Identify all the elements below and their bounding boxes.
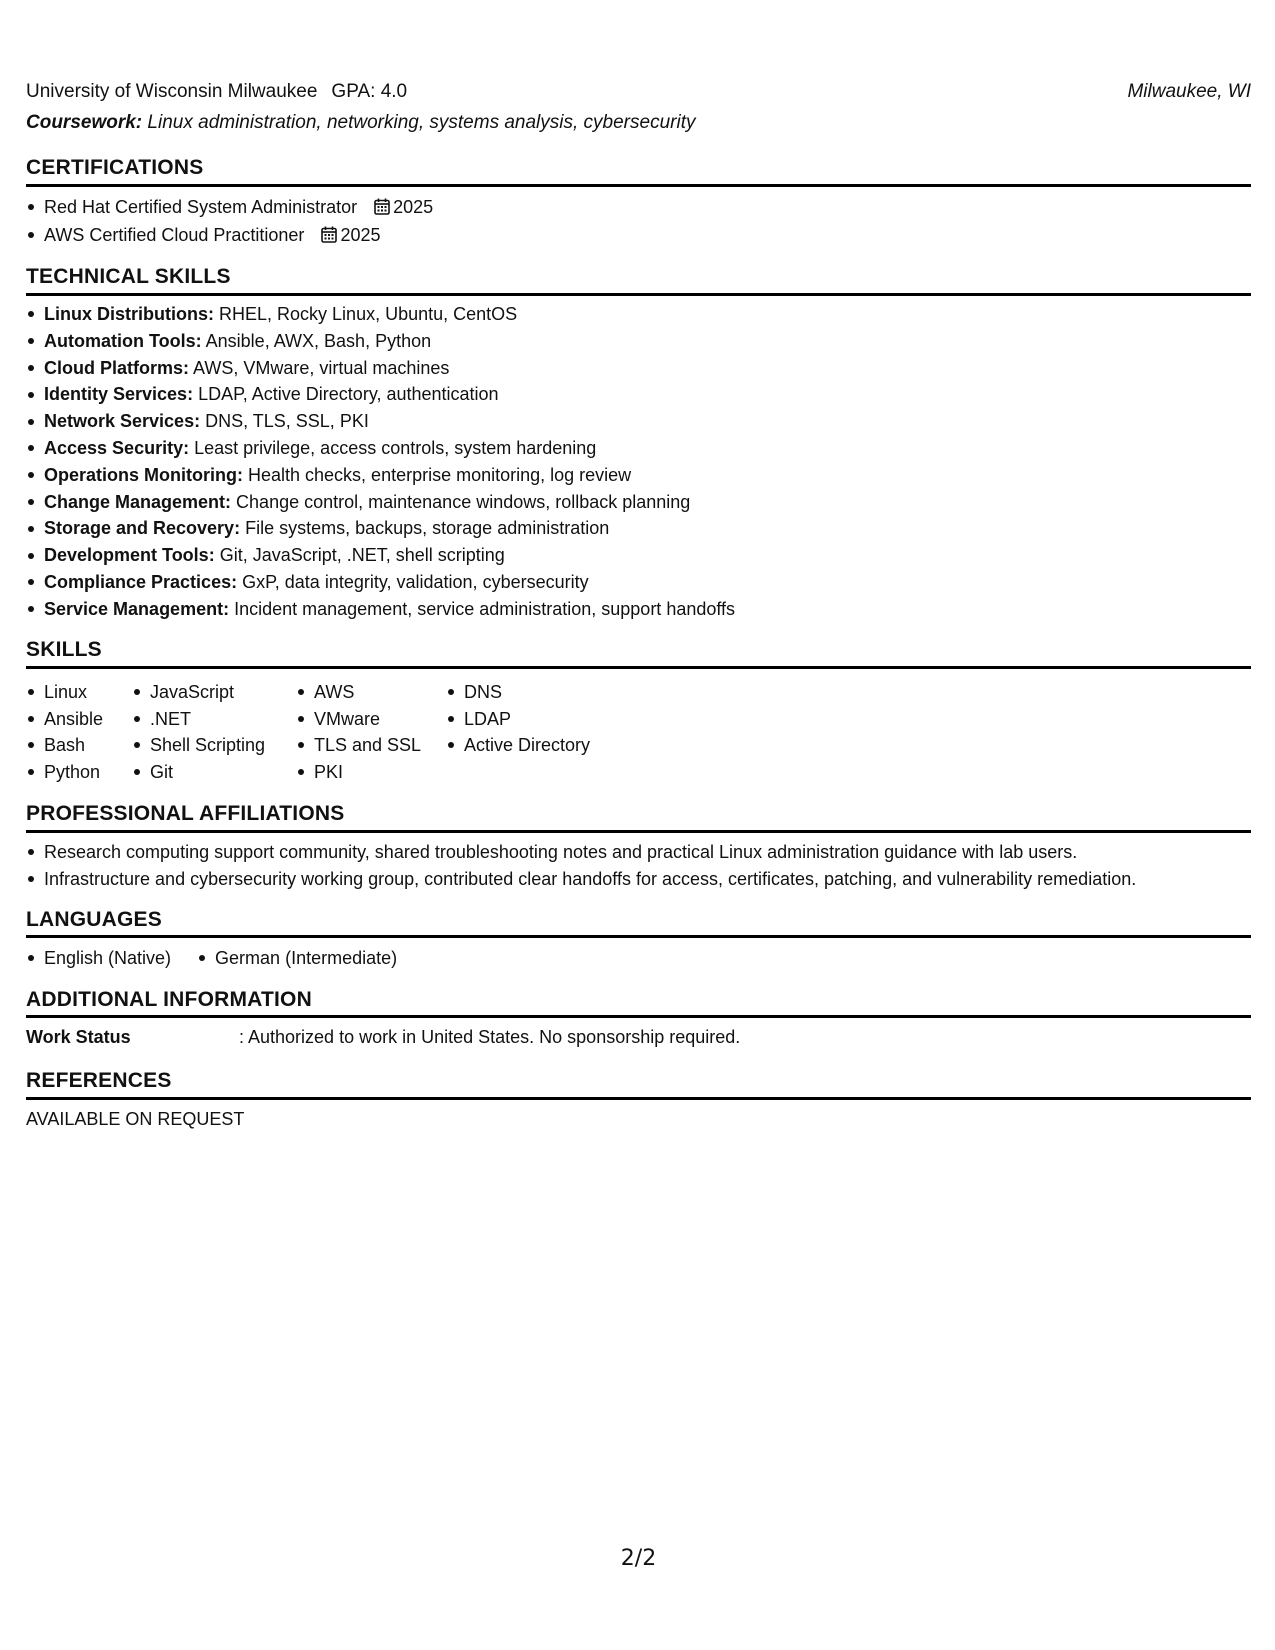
- references-heading: REFERENCES: [26, 1069, 172, 1092]
- tech-skill-label: Compliance Practices:: [44, 571, 238, 592]
- coursework-label: Coursework:: [26, 112, 143, 133]
- affiliations-divider: [26, 830, 1251, 833]
- tech-skill-label: Service Management:: [44, 598, 230, 619]
- tech-skill-item: [26, 515, 735, 542]
- work-status-value: : Authorized to work in United States. No sponsorship required.: [239, 1027, 741, 1047]
- tech-skill-label: Cloud Platforms:: [44, 357, 190, 378]
- language-item: English (Native): [26, 945, 171, 971]
- education-row: [26, 79, 1251, 105]
- tech-skill-label: Access Security:: [44, 437, 190, 458]
- certifications-list: [26, 193, 433, 249]
- skills-heading: SKILLS: [26, 638, 102, 661]
- skill-item: AWS: [296, 679, 421, 706]
- tech-skill-value: Incident management, service administration, support handoffs: [234, 598, 736, 619]
- coursework-line: [26, 110, 695, 136]
- languages-list: [26, 945, 423, 971]
- certifications-divider: [26, 184, 1251, 187]
- affiliation-item: Infrastructure and cybersecurity working group, contributed clear handoffs for access, certificates, patching, and vulnerability remediation.: [26, 866, 1136, 893]
- references-text: AVAILABLE ON REQUEST: [26, 1109, 245, 1129]
- certification-item: [26, 221, 433, 249]
- calendar-icon: [321, 226, 337, 243]
- skill-item: DNS: [446, 679, 590, 706]
- tech-skill-item: [26, 569, 735, 596]
- skill-item: Bash: [26, 732, 103, 759]
- tech-skill-item: [26, 489, 735, 516]
- skill-item: Linux: [26, 679, 103, 706]
- tech-skill-label: Storage and Recovery:: [44, 518, 241, 539]
- tech-skill-item: [26, 381, 735, 408]
- tech-skill-value: File systems, backups, storage administration: [245, 518, 610, 539]
- skill-item: Ansible: [26, 706, 103, 733]
- skill-item: .NET: [132, 706, 265, 733]
- skill-item: JavaScript: [132, 679, 265, 706]
- tech-skill-item: [26, 301, 735, 328]
- tech-skill-value: Health checks, enterprise monitoring, log review: [248, 464, 632, 485]
- tech-skill-label: Network Services:: [44, 411, 201, 432]
- technical-skills-list: [26, 301, 735, 623]
- tech-skill-value: Least privilege, access controls, system hardening: [194, 437, 597, 458]
- skill-item: Shell Scripting: [132, 732, 265, 759]
- skill-item: VMware: [296, 706, 421, 733]
- skills-column-2: [132, 679, 265, 785]
- certification-name: Red Hat Certified System Administrator: [44, 197, 358, 217]
- tech-skill-item: [26, 462, 735, 489]
- skills-divider: [26, 666, 1251, 669]
- school-location: Milwaukee, WI: [1127, 81, 1251, 102]
- skills-column-4: [446, 679, 590, 759]
- tech-skill-value: DNS, TLS, SSL, PKI: [205, 411, 369, 432]
- technical-skills-heading: TECHNICAL SKILLS: [26, 265, 231, 288]
- resume-page: [26, 0, 1251, 1650]
- skill-item: LDAP: [446, 706, 590, 733]
- skill-item: Git: [132, 759, 265, 786]
- certification-item: [26, 193, 433, 221]
- tech-skill-item: [26, 355, 735, 382]
- languages-heading: LANGUAGES: [26, 908, 162, 931]
- tech-skill-label: Development Tools:: [44, 545, 215, 566]
- tech-skill-value: Ansible, AWX, Bash, Python: [205, 330, 432, 351]
- tech-skill-value: AWS, VMware, virtual machines: [193, 357, 450, 378]
- technical-skills-divider: [26, 293, 1251, 296]
- calendar-icon: [374, 198, 390, 215]
- tech-skill-item: [26, 596, 735, 623]
- affiliations-list: [26, 839, 1136, 892]
- tech-skill-value: GxP, data integrity, validation, cybersecurity: [242, 571, 589, 592]
- skill-item: TLS and SSL: [296, 732, 421, 759]
- school-name: University of Wisconsin Milwaukee: [26, 81, 318, 102]
- skill-item: Python: [26, 759, 103, 786]
- affiliation-item: Research computing support community, shared troubleshooting notes and practical Linux administration guidance with lab users.: [26, 839, 1136, 866]
- gpa: GPA: 4.0: [331, 81, 408, 102]
- references-divider: [26, 1097, 1251, 1100]
- skill-item: PKI: [296, 759, 421, 786]
- language-item: German (Intermediate): [197, 945, 397, 971]
- certifications-heading: CERTIFICATIONS: [26, 156, 204, 179]
- tech-skill-label: Automation Tools:: [44, 330, 202, 351]
- tech-skill-value: Git, JavaScript, .NET, shell scripting: [219, 545, 505, 566]
- page-number: 2/2: [620, 1546, 657, 1571]
- skills-column-1: [26, 679, 103, 785]
- tech-skill-value: Change control, maintenance windows, rollback planning: [236, 491, 691, 512]
- tech-skill-item: [26, 435, 735, 462]
- certification-year: 2025: [393, 197, 434, 217]
- additional-info-divider: [26, 1015, 1251, 1018]
- skills-column-3: [296, 679, 421, 785]
- tech-skill-item: [26, 328, 735, 355]
- tech-skill-item: [26, 408, 735, 435]
- tech-skill-label: Change Management:: [44, 491, 232, 512]
- affiliations-heading: PROFESSIONAL AFFILIATIONS: [26, 802, 345, 825]
- coursework-text: Linux administration, networking, systems analysis, cybersecurity: [147, 112, 696, 133]
- work-status-label: Work Status: [26, 1027, 131, 1047]
- education-school-line: [26, 79, 407, 105]
- tech-skill-value: RHEL, Rocky Linux, Ubuntu, CentOS: [219, 304, 518, 324]
- certification-name: AWS Certified Cloud Practitioner: [44, 225, 305, 245]
- tech-skill-label: Operations Monitoring:: [44, 464, 243, 485]
- certification-year: 2025: [340, 225, 381, 245]
- tech-skill-value: LDAP, Active Directory, authentication: [198, 384, 499, 405]
- skill-item: Active Directory: [446, 732, 590, 759]
- tech-skill-item: [26, 542, 735, 569]
- additional-info-heading: ADDITIONAL INFORMATION: [26, 988, 312, 1011]
- languages-divider: [26, 935, 1251, 938]
- tech-skill-label: Linux Distributions:: [44, 304, 214, 324]
- tech-skill-label: Identity Services:: [44, 384, 194, 405]
